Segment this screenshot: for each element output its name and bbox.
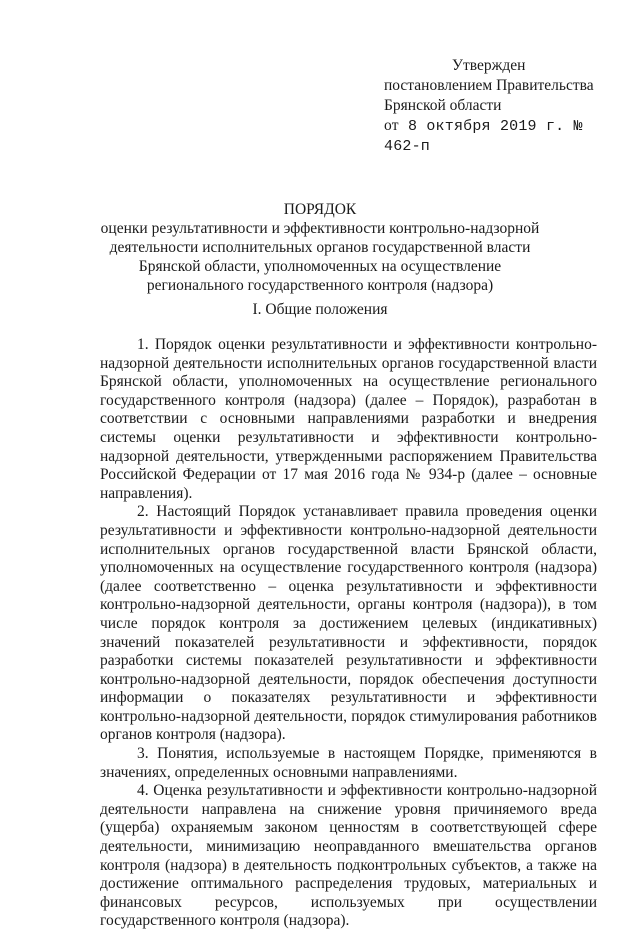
approval-date-value: 8 октября 2019 г. № 462-п — [384, 118, 583, 155]
document-body — [100, 336, 597, 931]
approval-heading: Утвержден — [452, 57, 526, 74]
approval-date-prefix: от — [384, 117, 399, 134]
document-title: ПОРЯДОК — [283, 201, 357, 218]
paragraph-2: 2. Настоящий Порядок устанавливает правила проведения оценки результативности и эффективности контрольно-надзорной деятельности исполнительных органов государственной власти Брянской области, уполномоченных на осуществление государственного контроля (надзора) (далее соответственно – оценка результативности и эффективности контрольно-надзорной деятельности, органы контроля (надзора)), в том числе порядок контроля за достижением целевых (индикативных) значений показателей результативности и эффективности, порядок разработки системы показателей результативности и эффективности контрольно-надзорной деятельности, порядок обеспечения доступности информации о показателях результативности и эффективности контрольно-надзорной деятельности, порядок стимулирования работников органов контроля (надзора). — [100, 503, 597, 744]
paragraph-3: 3. Понятия, используемые в настоящем Порядке, применяются в значениях, определенных основными направлениями. — [100, 745, 597, 781]
approval-stamp — [384, 56, 614, 157]
paragraph-1: 1. Порядок оценки результативности и эффективности контрольно-надзорной деятельности исполнительных органов государственной власти Брянской области, уполномоченных на осуществление регионального государственного контроля (надзора) (далее – Порядок), разработан в соответствии с основными направлениями разработки и внедрения системы оценки результативности и эффективности контрольно-надзорной деятельности, утвержденными распоряжением Правительства Российской Федерации от 17 мая 2016 года № 934-р (далее – основные направления). — [100, 336, 597, 502]
document-title-block — [100, 200, 540, 295]
document-subtitle: оценки результативности и эффективности контрольно-надзорной деятельности исполнительных органов государственной власти Брянской области, уполномоченных на осуществление регионального государственного контроля (надзора) — [100, 220, 540, 294]
approval-decree-line: постановлением Правительства — [384, 77, 594, 94]
paragraph-4: 4. Оценка результативности и эффективности контрольно-надзорной деятельности направлена на снижение уровня причиняемого вреда (ущерба) охраняемым законом ценностям в соответствующей сфере деятельности, минимизацию неоправданного вмешательства органов контроля (надзора) в деятельность подконтрольных субъектов, а также на достижение оптимального распределения трудовых, материальных и финансовых ресурсов, используемых при осуществлении государственного контроля (надзора). — [100, 782, 597, 930]
approval-region-line: Брянской области — [384, 97, 502, 114]
approval-date-line — [384, 116, 614, 157]
section-heading: I. Общие положения — [252, 301, 388, 318]
